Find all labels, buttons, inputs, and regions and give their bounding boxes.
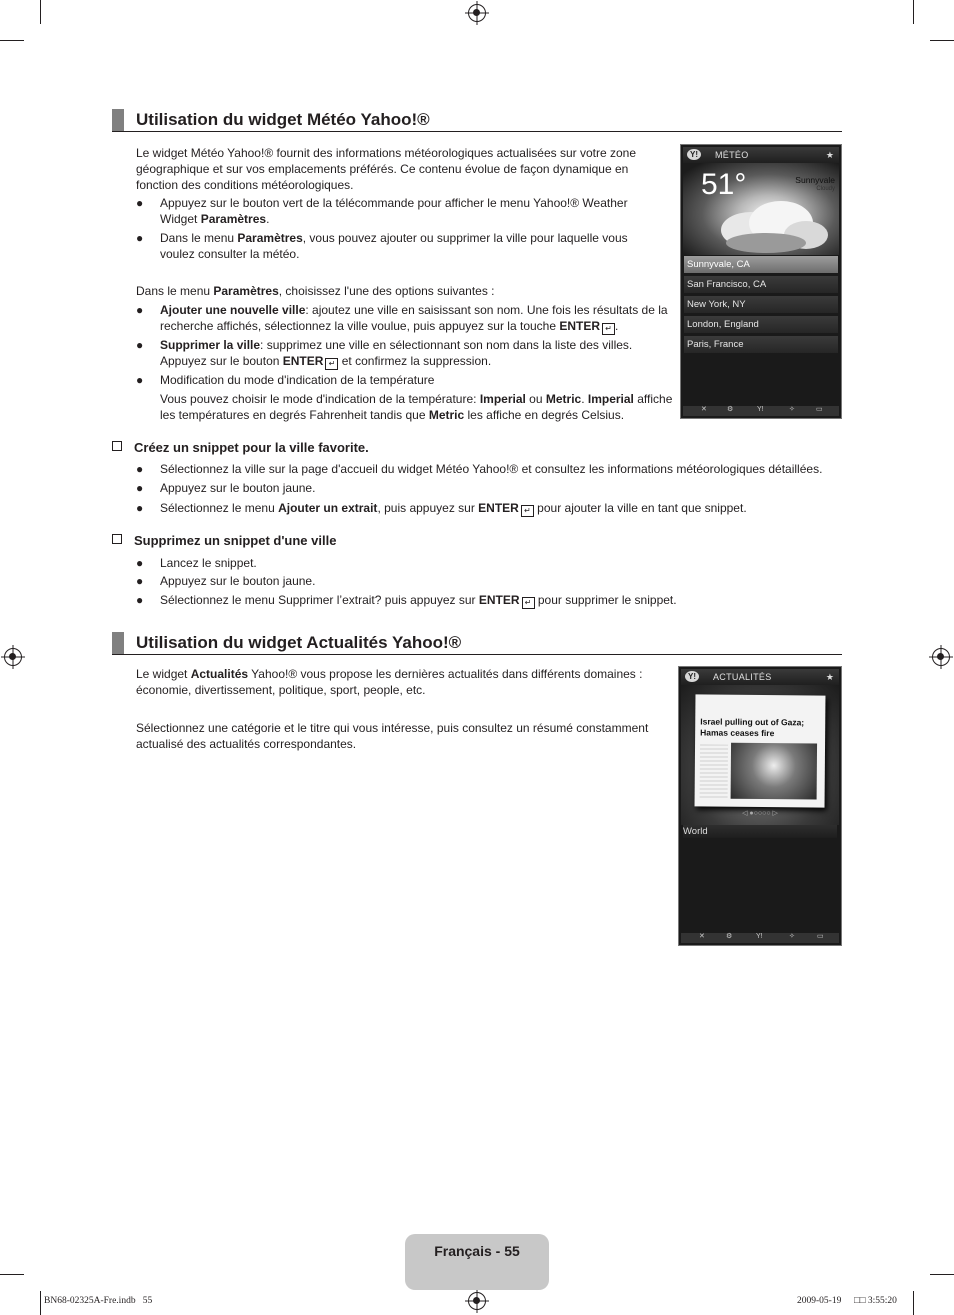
yahoo-logo-icon: Y! bbox=[687, 149, 701, 160]
news-intro: Le widget Actualités Yahoo!® vous propose les dernières actualités dans différents domaines : économie, divertissement, politique, sport, people, etc. bbox=[136, 667, 643, 697]
city-list-item[interactable]: New York, NY bbox=[684, 296, 838, 313]
crop-mark bbox=[913, 0, 914, 24]
weather-city: Sunnyvale bbox=[795, 175, 835, 185]
yahoo-logo-icon[interactable]: Y! bbox=[756, 933, 763, 940]
gear-icon[interactable]: ⚙ bbox=[727, 406, 734, 413]
section-bar bbox=[112, 109, 124, 131]
checkbox-icon bbox=[112, 441, 122, 451]
crop-mark bbox=[40, 1291, 41, 1315]
crop-mark bbox=[0, 40, 24, 41]
close-icon[interactable]: ✕ bbox=[699, 933, 705, 940]
close-icon[interactable]: ✕ bbox=[701, 406, 707, 413]
enter-icon: ↵ bbox=[602, 323, 615, 335]
widget-label: MÉTÉO bbox=[715, 150, 749, 160]
newspaper-image bbox=[695, 694, 826, 807]
news-widget bbox=[678, 666, 842, 946]
registration-mark-icon bbox=[932, 648, 950, 666]
arrows-icon[interactable]: ✧ bbox=[789, 406, 795, 413]
exit-icon[interactable]: ▭ bbox=[816, 406, 823, 413]
widget-footer bbox=[681, 933, 839, 943]
yahoo-logo-icon: Y! bbox=[685, 671, 699, 682]
city-list-item[interactable]: Sunnyvale, CA bbox=[684, 256, 838, 273]
subsection-heading-snippet: Créez un snippet pour la ville favorite. bbox=[112, 440, 369, 456]
news-paragraph: Sélectionnez une catégorie et le titre qui vous intéresse, puis consultez un résumé constamment actualisé des actualités correspondantes. bbox=[136, 721, 649, 751]
enter-icon: ↵ bbox=[325, 358, 338, 370]
crop-mark bbox=[930, 40, 954, 41]
temperature-mode-text: Vous pouvez choisir le mode d'indication de la température: Imperial ou Metric. Imperial affiche les températures en degrés Fahrenheit tandis que Metric les affiche en degrés Celsius. bbox=[160, 392, 673, 422]
crop-mark bbox=[40, 0, 41, 24]
crop-mark bbox=[930, 1274, 954, 1275]
widget-header bbox=[683, 147, 839, 163]
registration-mark-icon bbox=[468, 4, 486, 22]
temperature-value: 51° bbox=[701, 168, 747, 201]
section-bar bbox=[112, 632, 124, 654]
carousel-indicator-icon[interactable]: ◁ ●○○○○ ▷ bbox=[742, 810, 778, 817]
weather-condition: Cloudy bbox=[816, 186, 835, 192]
city-list-item[interactable]: London, England bbox=[684, 316, 838, 333]
crop-mark bbox=[913, 1291, 914, 1315]
widget-label: ACTUALITÉS bbox=[713, 672, 772, 682]
registration-mark-icon bbox=[468, 1292, 486, 1310]
city-list-item[interactable]: San Francisco, CA bbox=[684, 276, 838, 293]
widget-footer bbox=[683, 406, 839, 416]
meteo-intro: Le widget Météo Yahoo!® fournit des informations météorologiques actualisées sur votre zone géographique et sur vos emplacements préférés. Ce contenu évolue de façon dynamique en fonction des conditions météorologiques. bbox=[136, 146, 637, 192]
print-file-info: BN68-02325A-Fre.indb 55 bbox=[44, 1296, 153, 1306]
menu-intro: Dans le menu Paramètres, choisissez l'une des options suivantes : bbox=[136, 284, 495, 298]
arrows-icon[interactable]: ✧ bbox=[789, 933, 795, 940]
page-number: Français - 55 bbox=[434, 1243, 520, 1259]
registration-mark-icon bbox=[4, 648, 22, 666]
section-title: Utilisation du widget Actualités Yahoo!® bbox=[136, 633, 462, 652]
exit-icon[interactable]: ▭ bbox=[817, 933, 824, 940]
star-icon: ★ bbox=[825, 672, 834, 682]
news-text-lines bbox=[700, 744, 728, 798]
checkbox-icon bbox=[112, 534, 122, 544]
news-photo bbox=[731, 743, 817, 800]
widget-header bbox=[681, 669, 839, 685]
gear-icon[interactable]: ⚙ bbox=[726, 933, 733, 940]
section-heading-actualites bbox=[112, 632, 842, 655]
page-number-tab bbox=[405, 1234, 549, 1290]
news-category[interactable]: World bbox=[683, 825, 837, 838]
enter-icon: ↵ bbox=[522, 597, 535, 609]
section-title: Utilisation du widget Météo Yahoo!® bbox=[136, 110, 430, 129]
news-headline: Israel pulling out of Gaza; Hamas ceases fire bbox=[700, 716, 805, 739]
yahoo-logo-icon[interactable]: Y! bbox=[757, 406, 764, 413]
enter-icon: ↵ bbox=[521, 505, 534, 517]
star-icon: ★ bbox=[825, 150, 834, 160]
print-time: □□ 3:55:20 bbox=[854, 1296, 897, 1306]
subsection-heading-delete: Supprimez un snippet d'une ville bbox=[112, 533, 336, 549]
section-heading-meteo bbox=[112, 109, 842, 132]
city-list-item[interactable]: Paris, France bbox=[684, 336, 838, 353]
weather-widget bbox=[680, 144, 842, 419]
print-date: 2009-05-19 bbox=[797, 1296, 842, 1306]
crop-mark bbox=[0, 1274, 24, 1275]
